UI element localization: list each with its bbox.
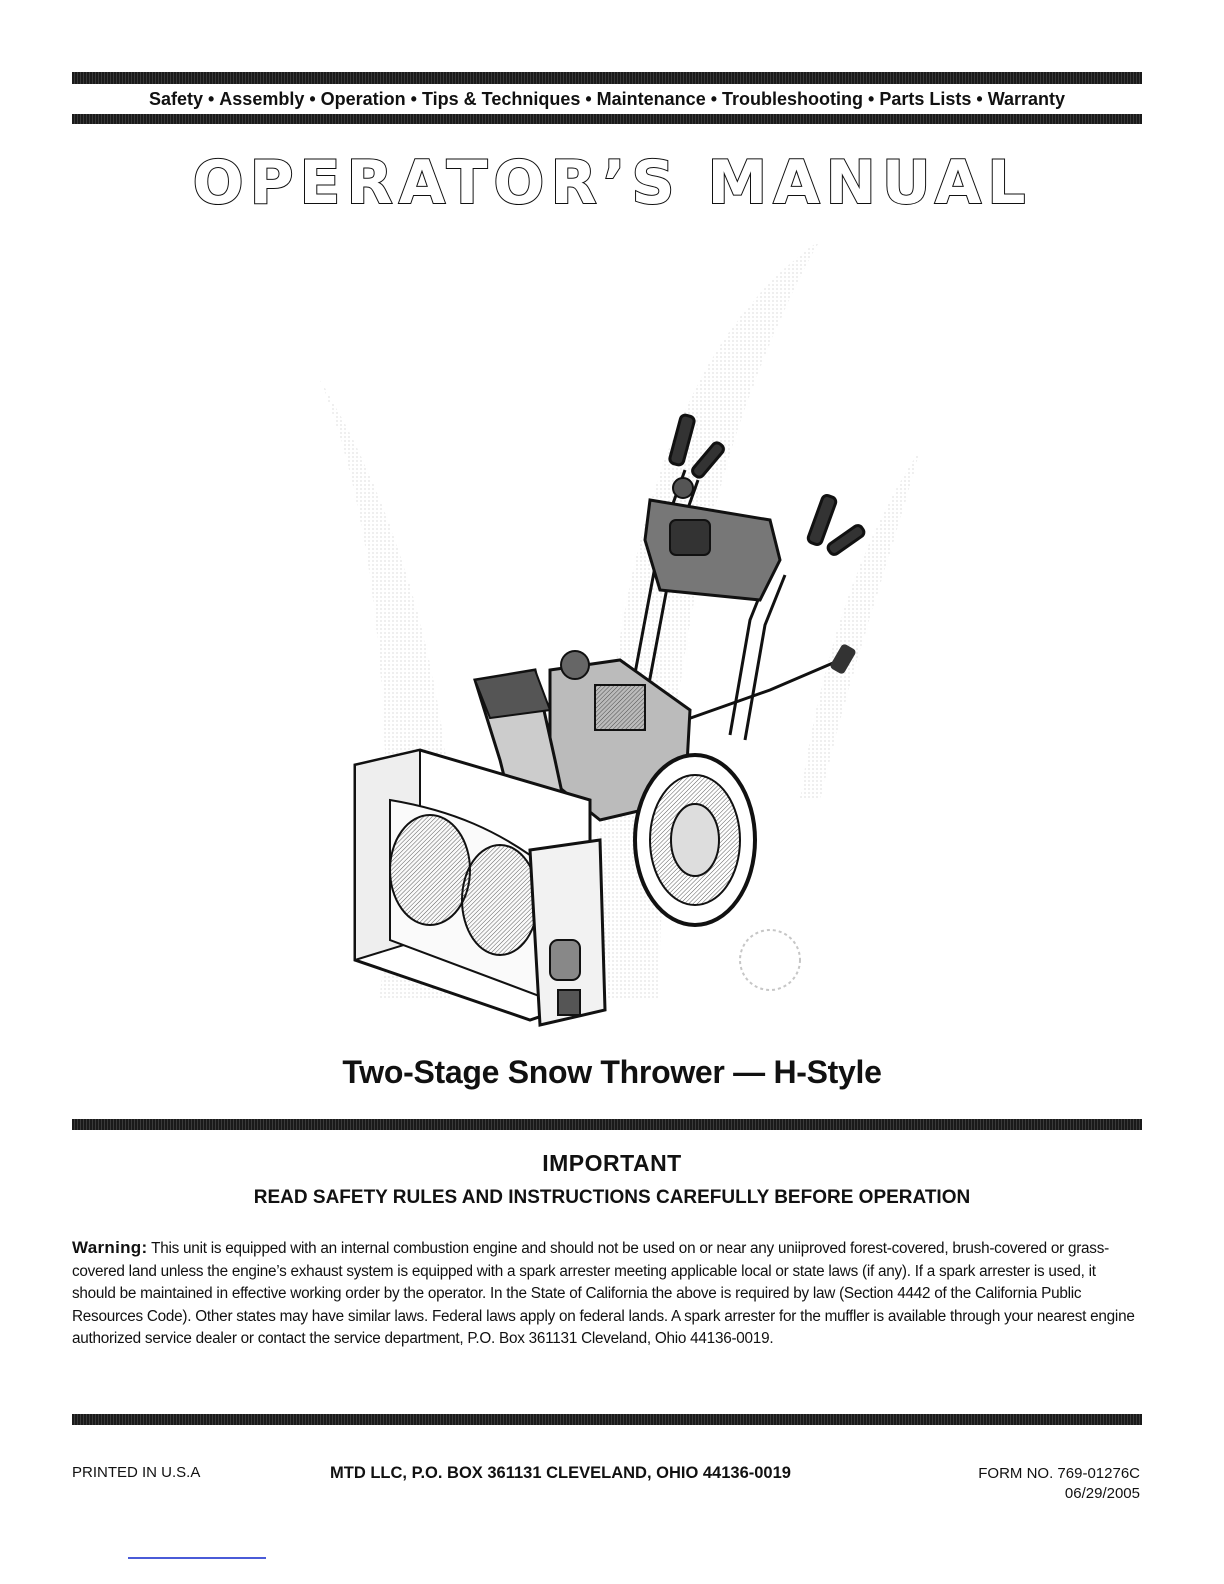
form-info [978,1464,1140,1504]
nav-separator: • [580,88,597,109]
printed-in: PRINTED IN U.S.A [72,1464,201,1481]
nav-item: Tips & Techniques [421,88,581,109]
page-title: OPERATOR’S MANUAL [192,148,1032,218]
company-address: MTD LLC, P.O. BOX 361131 CLEVELAND, OHIO 44136-0019 [330,1464,791,1482]
warning-paragraph [72,1237,1142,1351]
nav-separator: • [705,88,723,109]
middle-rule [72,1119,1142,1130]
form-number: FORM NO. 769-01276C [978,1465,1140,1482]
important-heading: IMPORTANT [542,1150,682,1176]
nav-item: Assembly [219,88,305,109]
important-subheading: READ SAFETY RULES AND INSTRUCTIONS CAREFULLY BEFORE OPERATION [253,1187,971,1208]
warning-text: This unit is equipped with an internal combustion engine and should not be used on or near any uniiproved forest-covered, brush-covered or grass-covered land unless the engine’s exhaust system is equipped with a spark arrester meeting applicable local or state laws (if any). If a spark arrester is used, it should be maintained in effective working order by the operator. In the State of California the above is required by law (Section 4442 of the California Public Resources Code). Other states may have similar laws. Federal laws apply on federal lands. A spark arrester for the muffler is available through your nearest engine authorized service dealer or contact the service department, P.O. Box 361131 Cleveland, Ohio 44136-0019. [72,1240,1135,1347]
warning-label: Warning: [72,1238,148,1257]
nav-separator: • [304,88,321,109]
tire [635,755,755,925]
form-date: 06/29/2005 [1064,1485,1140,1502]
nav-item: Maintenance [596,88,706,109]
nav-item: Safety [148,88,203,109]
nav-item: Troubleshooting [722,88,864,109]
top-rule [72,72,1142,84]
link-underline [128,1557,266,1559]
product-title: Two-Stage Snow Thrower — H-Style [342,1054,882,1090]
snow-thrower-illustration [300,240,940,1040]
nav-item: Warranty [987,88,1066,109]
nav-separator: • [405,88,422,109]
nav-separator: • [202,88,220,109]
nav-separator: • [863,88,880,109]
bottom-rule [72,1414,1142,1425]
nav-item: Parts Lists [879,88,972,109]
top-rule-lower [72,114,1142,124]
section-navigation [72,86,1142,112]
nav-item: Operation [320,88,406,109]
nav-separator: • [971,88,988,109]
